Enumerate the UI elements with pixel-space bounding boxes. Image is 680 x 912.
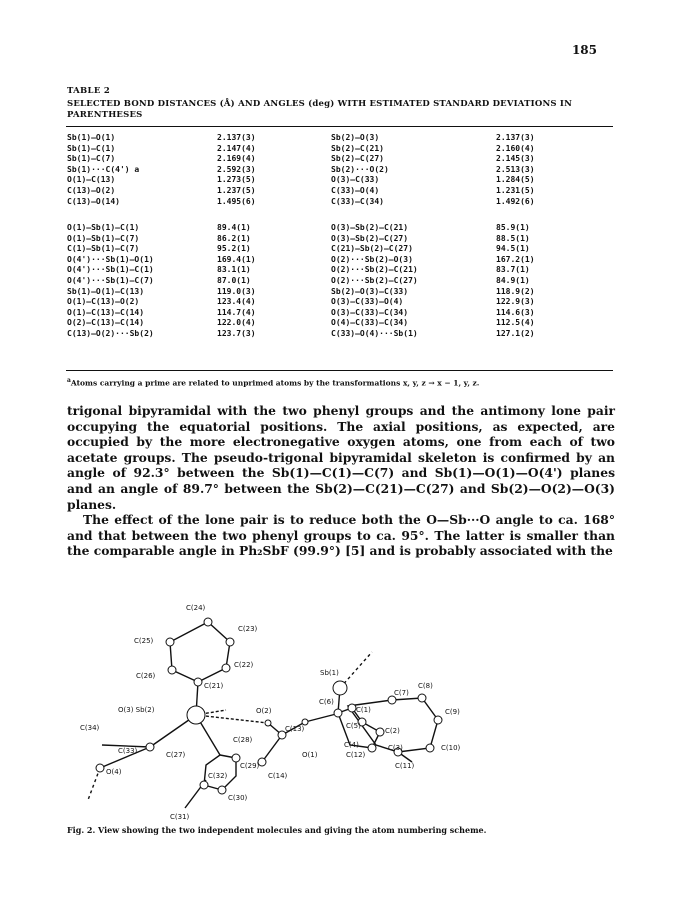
atom-label: C(10) [441,744,461,752]
atom-c2 [376,728,384,736]
bond-label-cell: Sb(2)—O(3)—C(33) [331,286,409,296]
table-row [67,297,596,308]
bond-value-cell: 118.9(2) [496,286,535,296]
bond-value-cell: 84.9(1) [496,275,530,285]
bond-label-cell: Sb(1)—O(1)—C(13) [67,286,145,296]
atom-c22 [222,664,230,672]
atom-c7 [388,696,396,704]
bond-value-cell: 167.2(1) [496,254,535,264]
atom-c29 [232,754,240,762]
table-row [67,223,596,234]
bond-lines [88,622,438,808]
atom-label: C(12) [346,751,366,759]
bond-label-cell: C(13)—O(2) [67,185,116,195]
bond-value-cell: 85.9(1) [496,223,530,232]
bond-label-cell: O(4')···Sb(1)—C(1) [67,265,154,275]
bond-label-cell: C(33)—C(34) [331,196,384,206]
atom-c21 [194,678,202,686]
bond-label-cell: O(1)—C(13)—O(2) [67,297,140,307]
bond-value-cell: 119.0(3) [217,286,256,296]
paragraph: trigonal bipyramidal with the two phenyl groups and the antimony lone pair occupying the equatorial positions. The axial positions, as expected, are occupied by the more electronegative oxygen atoms, one from each of two acetate groups. The pseudo-trigonal bipyramidal skeleton is confirmed by an angle of 92.3° between the Sb(1)—C(1)—C(7) and Sb(1)—O(1)—O(4') planes and an angle of 89.7° between the Sb(2)—C(21)—C(27) and Sb(2)—O(2)—O(3) planes. [67,403,615,512]
atom-label: C(27) [166,751,186,759]
bond-label-cell: Sb(2)—C(27) [331,154,384,164]
bond-label-cell: O(1)—C(13) [67,175,116,185]
atom-label: C(5) [346,722,361,730]
bond-value-cell: 2.513(3) [496,164,535,174]
atom-c4 [368,744,376,752]
bond-value-cell: 1.284(5) [496,175,535,185]
atom-label: O(3) Sb(2) [118,706,155,714]
bond-label-cell: O(1)—Sb(1)—C(1) [67,223,140,232]
atom-c23 [226,638,234,646]
atom-label: C(31) [170,813,190,821]
body-text [67,403,615,559]
bond-label-cell: Sb(2)···O(2) [331,164,389,174]
bond-label-cell: O(1)—C(13)—C(14) [67,307,145,317]
bond-label-cell: O(3)—C(33)—O(4) [331,297,404,307]
bond-value-cell: 114.6(3) [496,307,535,317]
footnote-mark: a [67,377,71,384]
atom-c33 [146,743,154,751]
atom-c25 [166,638,174,646]
table-row [67,255,596,266]
bond-label-cell: O(4)—C(33)—C(34) [331,318,409,328]
atom-sb2 [187,706,205,724]
bond-label-cell: O(1)—Sb(1)—C(7) [67,233,140,243]
bond-label-cell: Sb(1)—C(7) [67,154,116,164]
bond-label-cell: O(2)···Sb(2)—C(27) [331,275,418,285]
table-top-rule [66,126,613,127]
bond-value-cell: 1.273(5) [217,175,256,185]
atom-label: C(13) [285,725,305,733]
atom-label: O(1) [302,751,318,759]
bond-label-cell: Sb(1)···C(4') a [67,164,140,174]
atom-c8 [418,694,426,702]
bond-value-cell: 83.1(1) [217,265,251,275]
bond-label-cell: O(2)—C(13)—C(14) [67,318,145,328]
bond-label-cell: C(13)—O(2)···Sb(2) [67,328,154,338]
table-row [67,265,596,276]
figure-caption: Fig. 2. View showing the two independent molecules and giving the atom numbering scheme. [67,825,487,835]
bond-value-cell: 83.7(1) [496,265,530,275]
bond-label-cell: Sb(1)—O(1) [67,133,116,142]
bond-value-cell: 1.231(5) [496,185,535,195]
bond-value-cell: 2.147(4) [217,143,256,153]
atom-label: Sb(1) [320,669,339,677]
atom-c26 [168,666,176,674]
atom-c24 [204,618,212,626]
bond-label-cell: C(1)—Sb(1)—C(7) [67,244,140,254]
bond-value-cell: 88.5(1) [496,233,530,243]
atom-label: C(7) [394,689,409,697]
bond-label-cell: O(3)—C(33)—C(34) [331,307,409,317]
atom-c28 [265,720,271,726]
table-row [67,234,596,245]
bond-label-cell: Sb(2)—C(21) [331,143,384,153]
bond-label-cell: C(21)—Sb(2)—C(27) [331,244,413,254]
bond-value-cell: 123.7(3) [217,328,256,338]
bond-value-cell: 89.4(1) [217,223,251,232]
table-footnote [67,377,479,388]
bond-label-cell: Sb(2)—O(3) [331,133,380,142]
table-row [67,287,596,298]
atom-c9 [434,716,442,724]
bond-value-cell: 1.237(5) [217,185,256,195]
bond-value-cell: 1.492(6) [496,196,535,206]
bond-value-cell: 123.4(4) [217,297,256,307]
table-row [67,186,596,197]
bond-label-cell: O(3)—Sb(2)—C(21) [331,223,409,232]
bond-label-cell: C(33)—O(4)···Sb(1) [331,328,418,338]
bond-label-cell: O(2)···Sb(2)—O(3) [331,254,413,264]
bond-angle-table [67,223,596,340]
table-bottom-rule [66,370,613,371]
bond-value-cell: 1.495(6) [217,196,256,206]
table-row [67,276,596,287]
atom-label: C(32) [208,772,228,780]
atom-c10 [426,744,434,752]
bond-value-cell: 86.2(1) [217,233,251,243]
table-row [67,154,596,165]
table-label: TABLE 2 [67,86,111,96]
bond-value-cell: 2.592(3) [217,164,256,174]
atom-o4 [96,764,104,772]
atom-label: C(11) [395,762,415,770]
atom-label: O(4) [106,768,122,776]
atom-label: C(33) [118,747,138,755]
atom-c6 [334,709,342,717]
table-row [67,197,596,208]
bond-value-cell: 2.160(4) [496,143,535,153]
bond-value-cell: 112.5(4) [496,318,535,328]
bond-label-cell: C(13)—O(14) [67,196,120,206]
atom-label: C(9) [445,708,460,716]
bond-label-cell: Sb(1)—C(1) [67,143,116,153]
bond-value-cell: 2.137(3) [496,133,535,142]
bond-distance-table [67,133,596,207]
atom-label: C(4) [344,741,359,749]
bond-value-cell: 95.2(1) [217,244,251,254]
atom-label: C(6) [319,698,334,706]
atom-label: C(30) [228,794,248,802]
bond-label-cell: O(2)···Sb(2)—C(21) [331,265,418,275]
bond-label-cell: O(4')···Sb(1)—O(1) [67,254,154,264]
bond-value-cell: 2.137(3) [217,133,256,142]
atom-label: C(24) [186,604,206,612]
footnote-text: Atoms carrying a prime are related to unprimed atoms by the transformations x, y, z → x − 1, y, z. [70,378,480,388]
table-row [67,175,596,186]
atom-label: C(23) [238,625,258,633]
bond-value-cell: 2.145(3) [496,154,535,164]
bond-value-cell: 2.169(4) [217,154,256,164]
atom-label: O(2) [256,707,272,715]
atom-label: C(21) [204,682,224,690]
table-row [67,133,596,144]
atom-label: C(28) [233,736,253,744]
table-row [67,165,596,176]
table-row [67,318,596,329]
molecular-structure-figure [0,590,680,822]
atom-label: C(14) [268,772,288,780]
table-row [67,144,596,155]
table-row [67,244,596,255]
page-number: 185 [571,43,597,57]
atom-c32 [200,781,208,789]
atom-label: C(22) [234,661,254,669]
atom-label: C(25) [134,637,154,645]
atom-label: C(1) [356,706,371,714]
bond-label-cell: C(33)—O(4) [331,185,380,195]
atom-label: C(26) [136,672,156,680]
atom-label: C(29) [240,762,260,770]
bond-value-cell: 94.5(1) [496,244,530,254]
atom-label: C(34) [80,724,100,732]
bond-value-cell: 114.7(4) [217,307,256,317]
table-row [67,308,596,319]
bond-label-cell: O(3)—C(33) [331,175,380,185]
atom-c1 [348,704,356,712]
paragraph: The effect of the lone pair is to reduce both the O—Sb···O angle to ca. 168° and that between the two phenyl groups to ca. 95°. The latter is smaller than the comparable angle in Ph₂SbF (99.9°) [5] and is probably associated with the [67,512,615,559]
atom-label: C(3) [388,744,403,752]
atom-labels [80,604,461,821]
bond-label-cell: O(3)—Sb(2)—C(27) [331,233,409,243]
atom-label: C(8) [418,682,433,690]
table-caption: SELECTED BOND DISTANCES (Å) AND ANGLES (deg) WITH ESTIMATED STANDARD DEVIATIONS IN PARENTHESES [67,99,573,120]
bond-value-cell: 87.0(1) [217,275,251,285]
bond-value-cell: 122.0(4) [217,318,256,328]
table-row [67,329,596,340]
bond-label-cell: O(4')···Sb(1)—C(7) [67,275,154,285]
bond-value-cell: 169.4(1) [217,254,256,264]
atom-sb1 [333,681,347,695]
atom-label: C(2) [385,727,400,735]
atom-c30 [218,786,226,794]
bond-value-cell: 127.1(2) [496,328,535,338]
bond-value-cell: 122.9(3) [496,297,535,307]
